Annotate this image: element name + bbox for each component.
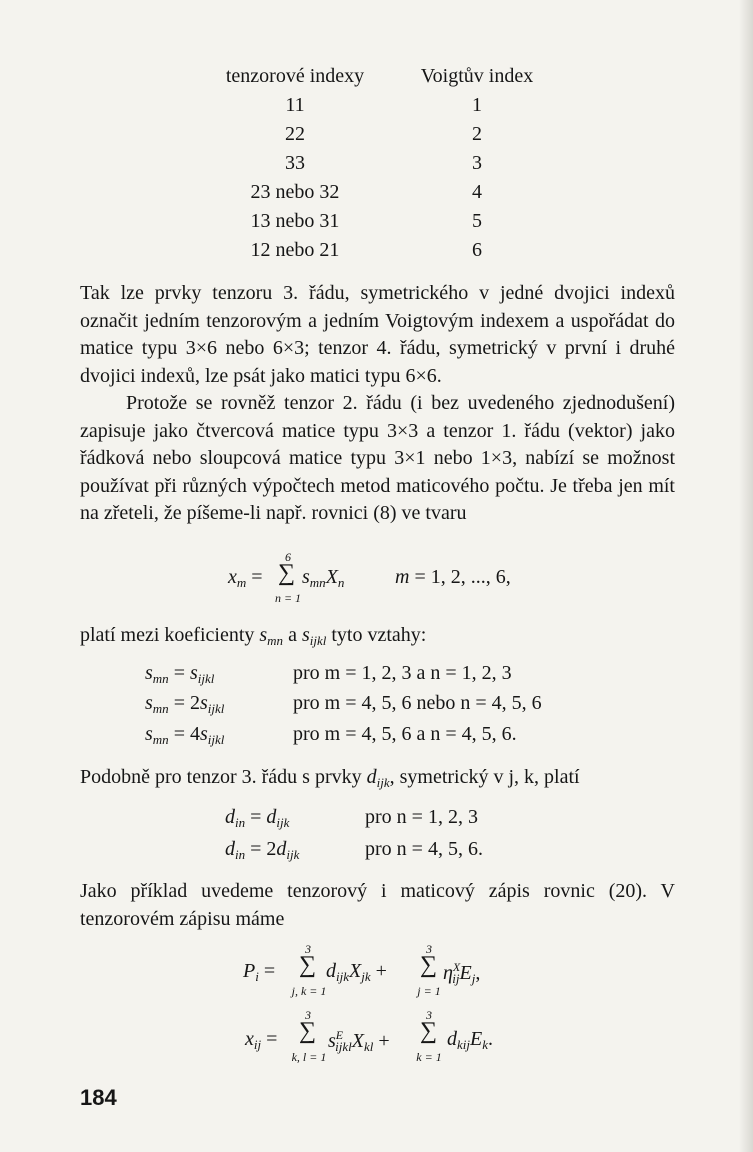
voigt-index-table — [190, 62, 570, 265]
voigt-cell: 3 — [472, 152, 482, 174]
paragraph-2: Protože se rovněž tenzor 2. řádu (i bez uvedeného zjednodušení) zapisuje jako čtvercová matice typu 3×3 a tenzor 1. řádu (vektor) jako řádková nebo sloupcová matice typu 3×1 nebo 1×3, nabízí se možnost používat při různých výpočtech metod maticového počtu. Je třeba jen mít na zřeteli, že píšeme-li např. rovnici (8) ve tvaru — [80, 392, 675, 524]
sum-symbol: ∑ — [278, 560, 296, 586]
table-row — [190, 178, 570, 207]
tensor-cell: 11 — [285, 94, 305, 116]
eqx-lhs: $x_{ij}$ = — [245, 1028, 278, 1052]
header-tensor-indices: tenzorové indexy — [225, 65, 365, 87]
table-row — [190, 236, 570, 265]
sum-lower-limit: k, l = 1 — [291, 1050, 327, 1064]
eqx-term1: $s^E_{ijkl}X_{kl}$ + — [328, 1028, 390, 1054]
eqP-term2: $\eta^X_{ij}E_j$, — [443, 960, 481, 986]
sum-symbol: ∑ — [420, 952, 438, 978]
table-row — [190, 120, 570, 149]
book-page: tenzorové indexy Voigtův index 11 1 22 2 33 3 23 nebo 32 4 13 nebo 31 5 12 nebo 21 6 Tak lze prvky tenzoru 3. řádu, symetrického v jedné dvojici indexů označit jedním tenzorovým a jedním Voigtovým indexem a uspořádat do matice typu 3×6 nebo 6×3; tenzor 4. řádu, symetrický v první i druhé dvojici indexů, lze psát jako matici typu 6×6. Protože se rovněž tenzor 2. řádu (i bez uvedeného zjednodušení) zapisuje jako čtvercová matice typu 3×3 a tenzor 1. řádu (vektor) jako řádková nebo sloupcová matice typu 3×1 nebo 1×3, nabízí se možnost používat při různých výpočtech metod maticového počtu. Je třeba jen mít na zřeteli, že píšeme-li např. rovnici (8) ve tvaru 6 ∑ n = 1 $x_m$ = $s_{mn}X_n$ m = 1, 2, ..., 6, platí mezi koeficienty $s_{mn}$ a $s_{ijkl}$ tyto vztahy: $s_{mn} = s_{ijkl}$ pro m = 1, 2, 3 a n = 1, 2, 3 $s_{mn} = 2s_{ijkl}$ pro m = 4, 5, 6 nebo n = 4, 5, 6 $s_{mn} = 4s_{ijkl}$ pro m = 4, 5, 6 a n = 4, 5, 6. Podobně pro tenzor 3. řádu s prvky $d_{ijk}$, symetrický v j, k, platí $d_{in} = d_{ijk}$ pro n = 1, 2, 3 $d_{in} = 2d_{ijk}$ pro n = 4, 5, 6. Jako příklad uvedeme tenzorový i maticový zápis rovnic (20). V tenzorovém zápisu máme $P_i$ = 3 ∑ j, k = 1 $d_{ijk}X_{jk}$ + 3 ∑ j = 1 $\eta^X_{ij}E_j$, $x_{ij}$ = 3 ∑ k, l = 1 $s^E_{ijkl}X_{kl}$ + 3 ∑ k = 1 $d_{kij}E_k$. 184 — [0, 0, 753, 1152]
tensor-cell: 33 — [285, 152, 305, 174]
eqP-term1: $d_{ijk}X_{jk}$ + — [326, 960, 387, 984]
paragraph-1: Tak lze prvky tenzoru 3. řádu, symetrického v jedné dvojici indexů označit jedním tenzorovým a jedním Voigtovým indexem a uspořádat do matice typu 3×6 nebo 6×3; tenzor 4. řádu, symetrický v první i druhé dvojici indexů, lze psát jako matici typu 6×6. — [80, 282, 675, 387]
voigt-cell: 6 — [472, 239, 482, 261]
sum-symbol: ∑ — [299, 1018, 317, 1044]
tensor-cell: 22 — [285, 123, 305, 145]
paragraph-3: Jako příklad uvedeme tenzorový i maticový zápis rovnic (20). V tenzorovém zápisu máme — [80, 880, 675, 930]
eqx-term2: $d_{kij}E_k$. — [447, 1028, 493, 1052]
sum-lower-limit: j = 1 — [417, 984, 441, 998]
eqP-lhs: $P_i$ = — [243, 960, 276, 984]
sum-symbol: ∑ — [299, 952, 317, 978]
voigt-cell: 2 — [472, 123, 482, 145]
sum-lower-limit: n = 1 — [274, 591, 302, 605]
d-intro: Podobně pro tenzor 3. řádu s prvky $d_{ijk}$, symetrický v j, k, platí — [80, 766, 580, 790]
eq8-condition: m = 1, 2, ..., 6, — [395, 566, 511, 588]
eq8-term: $s_{mn}X_n$ — [302, 566, 345, 590]
tensor-cell: 12 nebo 21 — [250, 239, 340, 261]
sum-lower-limit: j, k = 1 — [291, 984, 327, 998]
table-row — [190, 207, 570, 236]
sum-upper-limit: 6 — [285, 550, 291, 564]
voigt-cell: 1 — [472, 94, 482, 116]
header-voigt-index: Voigtův index — [420, 65, 534, 87]
table-header — [190, 62, 570, 91]
eq8-lhs: $x_m$ = — [228, 566, 263, 590]
page-edge-shadow — [739, 0, 753, 1152]
relations-intro: platí mezi koeficienty $s_{mn}$ a $s_{ijkl}$ tyto vztahy: — [80, 624, 427, 648]
sum-symbol: ∑ — [420, 1018, 438, 1044]
sum-upper-limit: 3 — [305, 942, 311, 956]
tensor-cell: 13 nebo 31 — [250, 210, 340, 232]
voigt-cell: 4 — [472, 181, 482, 203]
sum-upper-limit: 3 — [426, 1008, 432, 1022]
sum-upper-limit: 3 — [305, 1008, 311, 1022]
table-row — [190, 149, 570, 178]
sum-upper-limit: 3 — [426, 942, 432, 956]
tensor-cell: 23 nebo 32 — [250, 181, 340, 203]
sum-lower-limit: k = 1 — [416, 1050, 442, 1064]
voigt-cell: 5 — [472, 210, 482, 232]
table-row — [190, 91, 570, 120]
page-number: 184 — [80, 1085, 117, 1110]
